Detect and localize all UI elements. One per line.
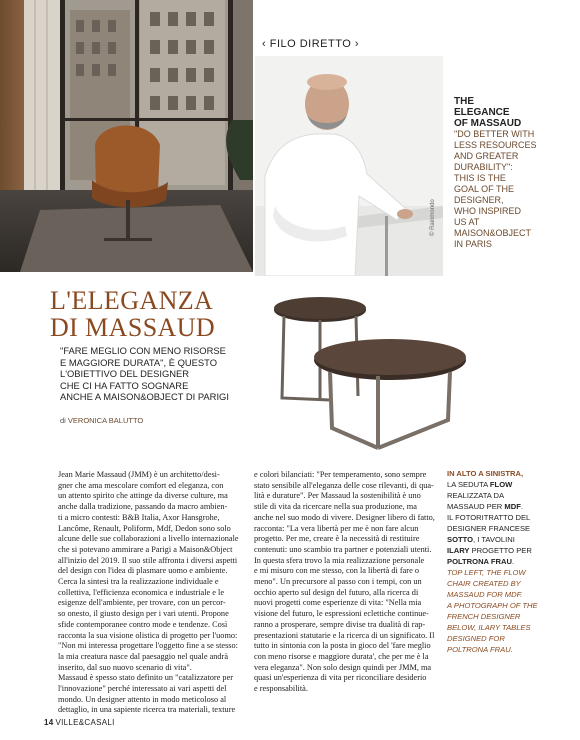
caption-english-line: DESIGNED FOR: [447, 634, 505, 643]
english-caption-line: US AT: [454, 217, 480, 227]
body-line: racconta: "La vera libertà per me è non fare alcun: [254, 523, 419, 533]
deck-line: L'OBIETTIVO DEL DESIGNER: [60, 368, 190, 380]
body-line: progetto. Per me, creare è la necessità di restituire: [254, 534, 420, 544]
body-column-1: [58, 470, 244, 716]
caption-line: DESIGNER FRANCESE: [447, 524, 531, 533]
body-line: stile di vita da ricercare nella sua produzione, ma: [254, 502, 417, 512]
english-caption-line: DURABILITY":: [454, 162, 513, 172]
photo-captions: [447, 468, 567, 655]
byline-author: VERONICA BALUTTO: [67, 416, 144, 425]
page-footer: [44, 718, 115, 727]
body-line: inserito, dal suo nuovo scenario di vita".: [58, 662, 192, 672]
body-line: occhio aperto sul design del futuro, alla ricerca di: [254, 587, 419, 597]
body-line: sfide contemporanee contro mode e tendenze. Così: [58, 619, 228, 629]
english-caption-line: MAISON&OBJECT: [454, 228, 532, 238]
body-line: dettaglio, in una sapiente ricerca tra materiali, texture: [58, 705, 236, 715]
headline-line-1: L'ELEGANZA: [50, 286, 214, 315]
caption-line: POLTRONA FRAU.: [447, 557, 515, 566]
byline: [60, 416, 143, 425]
caption-english-line: MASSAUD FOR MDF.: [447, 590, 523, 599]
body-line: e colori bilanciati: "Per temperamento, sono sempre: [254, 470, 427, 479]
photo-designer-portrait: [255, 56, 443, 276]
body-line: meno". Un precursore al passo con i tempi, con un: [254, 577, 422, 587]
body-line: "Non mi interessa progettare l'oggetto fine a se stesso:: [58, 641, 238, 651]
body-line: ranno a prosperare, sempre divise tra dualità di rap-: [254, 619, 426, 629]
english-caption-line: THIS IS THE: [454, 173, 506, 183]
english-caption-title-3: OF MASSAUD: [454, 118, 522, 129]
body-line: visione del futuro, le espressioni eclettiche continue-: [254, 609, 429, 619]
body-line: alcune delle sue collaborazioni a livello internazionale: [58, 534, 239, 544]
body-line: mondo. Un designer attento in modo meticoloso al: [58, 694, 227, 704]
caption-english-line: FRENCH DESIGNER: [447, 612, 521, 621]
body-line: del design con l'idea di plasmare uomo e ambiente.: [58, 566, 228, 576]
byline-prefix: di: [60, 416, 68, 425]
photo-credit: © Rainmondo: [430, 199, 436, 236]
body-line: all'inizio del 2019. Il suo stile affronta i diversi aspetti: [58, 555, 238, 565]
body-line: collettiva, l'efficienza economica e industriale e le: [58, 587, 225, 597]
page-number: 14: [44, 718, 54, 727]
english-caption: [454, 96, 572, 250]
caption-line: REALIZZATA DA: [447, 491, 505, 500]
body-line: tutto in sintonia con la posta in gioco del 'fare meglio: [254, 641, 431, 651]
english-caption-title-2: ELEGANCE: [454, 107, 510, 118]
body-line: anche dalla tradizione, passando da macro ambien-: [58, 502, 228, 512]
body-line: anche nel suo modo di vivere. Designer libero di fatto,: [254, 512, 435, 522]
english-caption-line: "DO BETTER WITH: [454, 129, 535, 139]
section-kicker: ‹ FILO DIRETTO ›: [262, 38, 360, 50]
body-line: che si potevano ammirare a Parigi a Maison&Object: [58, 544, 233, 554]
body-line: esigenze dell'ambiente, per trovare, con un percor-: [58, 598, 226, 608]
caption-english-line: CHAIR CREATED BY: [447, 579, 521, 588]
headline-line-2: DI MASSAUD: [50, 313, 216, 342]
deck-line: ANCHE A MAISON&OBJECT DI PARIGI: [60, 391, 229, 403]
body-line: gner che ama mescolare comfort ed eleganza, con: [58, 480, 224, 490]
body-column-2: [254, 470, 440, 695]
body-line: In questa sfera trovo la mia realizzazione personale: [254, 555, 425, 565]
photo-ilary-tables: [260, 288, 475, 460]
english-caption-line: LESS RESOURCES: [454, 140, 537, 150]
body-line: lità e durature". Per Massaud la sostenibilità è uno: [254, 491, 421, 501]
english-caption-title-1: THE: [454, 96, 474, 107]
english-caption-line: AND GREATER: [454, 151, 519, 161]
english-caption-line: IN PARIS: [454, 239, 492, 249]
body-line: stato sensibile all'eleganza delle cose rilevanti, di qua-: [254, 480, 434, 490]
caption-line: IN ALTO A SINISTRA,: [447, 469, 524, 478]
body-line: vera eleganza". Non solo design quindi per JMM, ma: [254, 662, 432, 672]
body-line: con meno risorse e maggiore durata', che per me è la: [254, 651, 429, 661]
caption-english-line: BELOW, ILARY TABLES: [447, 623, 531, 632]
english-caption-line: WHO INSPIRED: [454, 206, 522, 216]
body-line: Cerca la sintesi tra la realizzazione individuale e: [58, 577, 219, 587]
deck-line: E MAGGIORE DURATA", È QUESTO: [60, 356, 217, 368]
caption-line: MASSAUD PER MDF.: [447, 502, 523, 511]
body-line: un attento spirito che attinge da diverse culture, ma: [58, 491, 228, 501]
body-line: so onesto, il giusto design per i vari utenti. Propone: [58, 609, 229, 619]
body-line: Lancôme, Renault, Poliform, Mdf, Dedon sono solo: [58, 523, 231, 533]
caption-english-line: POLTRONA FRAU.: [447, 645, 513, 654]
english-caption-line: GOAL OF THE: [454, 184, 515, 194]
caption-line: ILARY PROGETTO PER: [447, 546, 532, 555]
body-line: e responsabilità.: [254, 684, 308, 694]
body-line: e mi misuro con me stesso, con la libertà di fare o: [254, 566, 419, 576]
article-headline: [50, 287, 290, 341]
body-line: Jean Marie Massaud (JMM) è un architetto/desi-: [58, 470, 220, 479]
magazine-name: VILLE&CASALI: [55, 718, 115, 727]
body-line: racconta la sua visione olistica di progetto per l'uomo:: [58, 630, 238, 640]
body-line: nuovi progetti come esperienze di vita: "Nella mia: [254, 598, 422, 608]
body-line: ti a micro contesti: B&B Italia, Axor Hansgrohe,: [58, 512, 220, 522]
deck-line: CHE CI HA FATTO SOGNARE: [60, 379, 189, 391]
body-line: presentazioni statutarie e la ricerca di un significato. Il: [254, 630, 435, 640]
caption-english-line: A PHOTOGRAPH OF THE: [447, 601, 538, 610]
deck-line: "FARE MEGLIO CON MENO RISORSE: [60, 345, 226, 356]
body-line: la mia creatura nasce dal paesaggio nel quale andrà: [58, 651, 228, 661]
caption-english-line: TOP LEFT, THE FLOW: [447, 568, 526, 577]
body-line: quasi un'esperienza di vita per riconciliare desiderio: [254, 673, 427, 683]
caption-line: IL FOTORITRATTO DEL: [447, 513, 531, 522]
body-line: contenuti: uno scambio tra partner e potenziali utenti.: [254, 544, 432, 554]
caption-line: SOTTO, I TAVOLINI: [447, 535, 515, 544]
photo-flow-chair: [0, 0, 253, 272]
english-caption-line: DESIGNER,: [454, 195, 504, 205]
caption-line: LA SEDUTA FLOW: [447, 480, 513, 489]
body-line: l'innovazione" perché interessato ai vari aspetti del: [58, 684, 227, 694]
body-line: Massaud è spesso stato definito un "catalizzatore per: [58, 673, 234, 683]
